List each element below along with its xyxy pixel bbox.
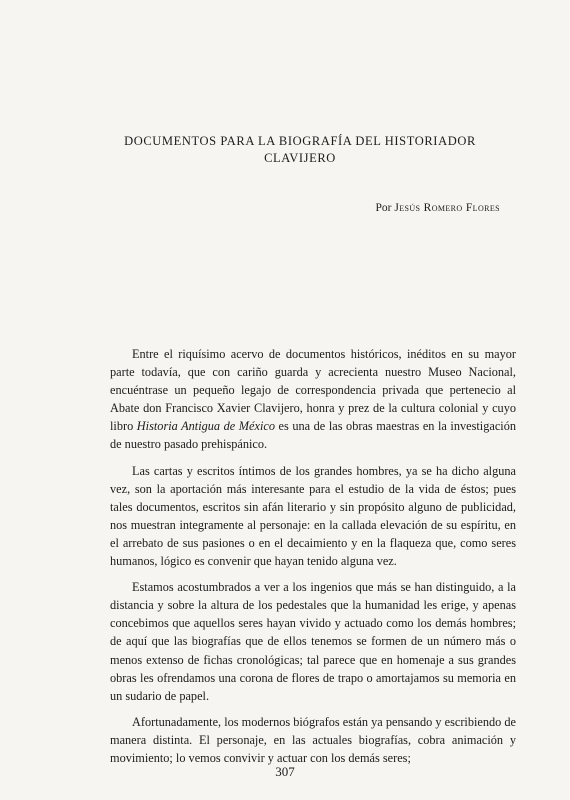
paragraph-1-text-b: es una de las obras maestras en la investigación de nuestro pasado prehispánico. [110,419,516,452]
article-body [110,345,516,775]
article-title [100,133,500,167]
page-number: 307 [275,764,295,779]
article-title-line-1: DOCUMENTOS PARA LA BIOGRAFÍA DEL HISTORIADOR [124,134,476,148]
paragraph-4: Afortunadamente, los modernos biógrafos están ya pensando y escribiendo de manera distinta. El personaje, en las actuales biografías, cobra animación y movimiento; lo vemos convivir y actuar con los demás seres; [110,714,516,765]
paragraph-1 [110,345,516,454]
book-title: Historia Antigua de México [136,419,275,434]
author-name: Jesús Romero Flores [394,202,500,214]
article-title-line-2: CLAVIJERO [264,151,336,165]
paragraph-1-text-a: Entre el riquísimo acervo de documentos históricos, inéditos en su mayor parte todavía, que con cariño guarda y acrecienta nuestro Museo Nacional, encuéntrase un pequeño legajo de correspondencia privada que pertenecio al Abate don Francisco Xavier Clavijero, honra y prez de la cultura colonial y cuyo libro [110,347,516,434]
author-prefix: Por [375,202,392,214]
paragraph-3: Estamos acostumbrados a ver a los ingenios que más se han distinguido, a la distancia y sobre la altura de los pedestales que la humanidad les erige, y apenas concebimos que aquellos seres hayan vivido y actuado como los demás hombres; de aquí que las biografías que de ellos tenemos se formen de un número más o menos extenso de fichas cronológicas; tal parece que en homenaje a sus grandes obras les ofrendamos una corona de flores de trapo o amortajamos su memoria en un sudario de papel. [110,580,516,703]
paragraph-2: Las cartas y escritos íntimos de los grandes hombres, ya se ha dicho alguna vez, son la aportación más interesante para el estudio de la vida de éstos; pues tales documentos, escritos sin afán literario y sin propósito alguno de publicidad, nos muestran integramente al personaje: en la callada elevación de su espíritu, en el arrebato de sus pasiones o en el decaimiento y en la flaqueza que, como seres humanos, lógico es convenir que hayan tenido alguna vez. [110,463,516,569]
author-byline [300,202,500,214]
